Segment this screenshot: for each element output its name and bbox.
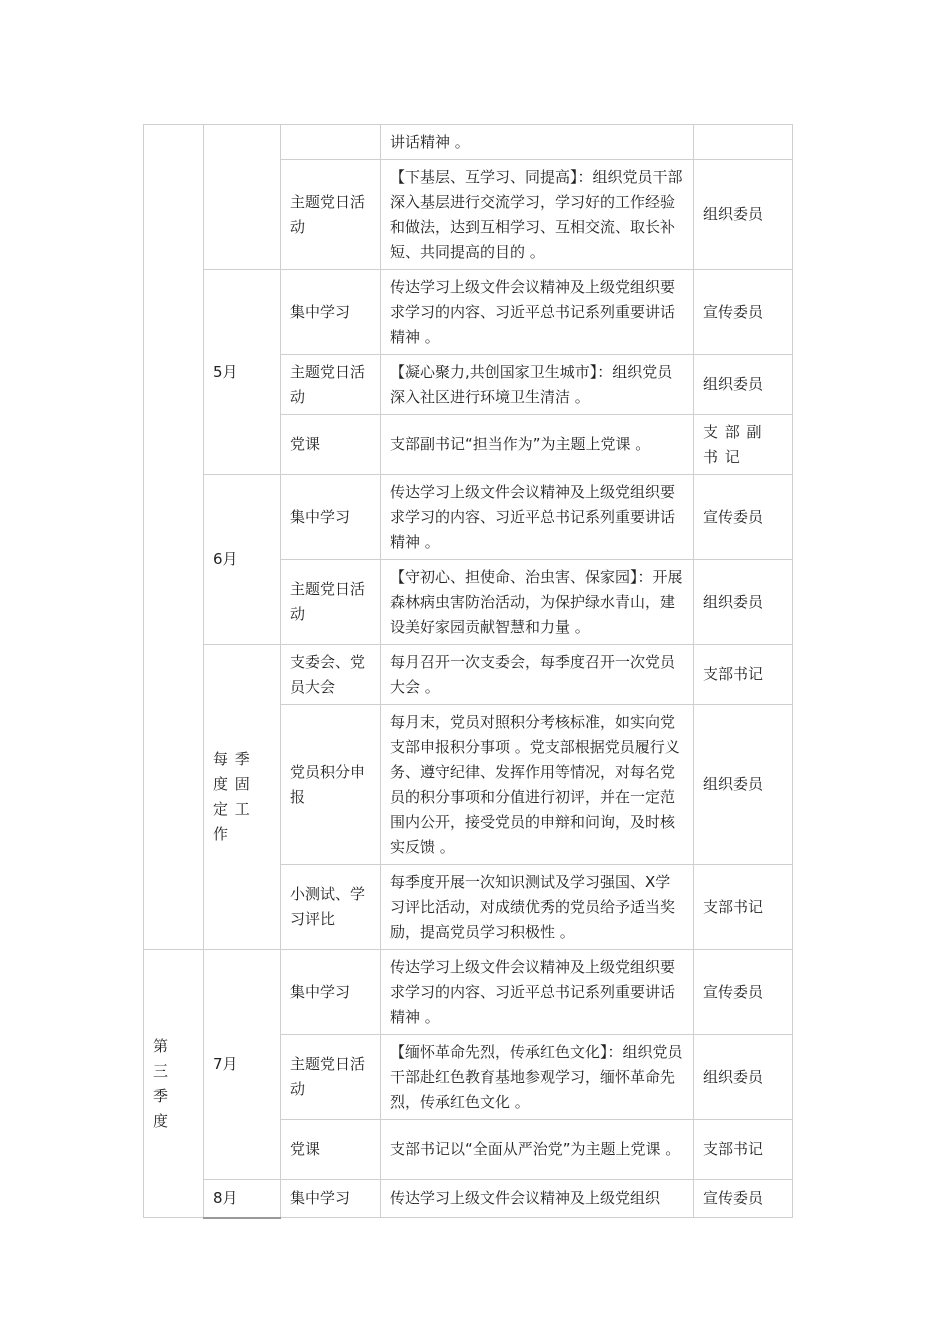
table-row — [144, 475, 793, 560]
table-row — [144, 270, 793, 355]
table-row — [144, 645, 793, 705]
month-cell: 7月 — [204, 950, 281, 1180]
responsible-person-cell: 组织委员 — [694, 160, 793, 270]
activity-content-cell: 每季度开展一次知识测试及学习强国、X学习评比活动，对成绩优秀的党员给予适当奖励，提高党员学习积极性 。 — [381, 865, 694, 950]
activity-type-cell: 集中学习 — [281, 270, 381, 355]
month-cell: 5月 — [204, 270, 281, 475]
quarter-cell — [144, 125, 204, 950]
activity-content-cell: 【下基层、互学习、同提高】：组织党员干部深入基层进行交流学习，学习好的工作经验和做法，达到互相学习、互相交流、取长补短、共同提高的目的 。 — [381, 160, 694, 270]
activity-type-cell — [281, 125, 381, 160]
activity-content-cell: 【凝心聚力,共创国家卫生城市】：组织党员深入社区进行环境卫生清洁 。 — [381, 355, 694, 415]
responsible-person-cell: 宣传委员 — [694, 950, 793, 1035]
table-row — [144, 950, 793, 1035]
activity-type-cell: 党课 — [281, 1120, 381, 1180]
responsible-person-cell: 支部书记 — [694, 645, 793, 705]
activity-content-cell: 【缅怀革命先烈，传承红色文化】：组织党员干部赴红色教育基地参观学习，缅怀革命先烈，传承红色文化 。 — [381, 1035, 694, 1120]
activity-type-cell: 主题党日活动 — [281, 160, 381, 270]
month-cell: 8月 — [204, 1180, 281, 1218]
responsible-person-cell — [694, 125, 793, 160]
activity-type-cell: 主题党日活动 — [281, 560, 381, 645]
month-cell: 6月 — [204, 475, 281, 645]
activity-type-cell: 集中学习 — [281, 950, 381, 1035]
activity-type-cell: 小测试、学习评比 — [281, 865, 381, 950]
month-cell: 每季度固定工作 — [204, 645, 281, 950]
responsible-person-cell: 组织委员 — [694, 705, 793, 865]
activity-content-cell: 每月末，党员对照积分考核标准，如实向党支部申报积分事项 。党支部根据党员履行义务、遵守纪律、发挥作用等情况，对每名党员的积分事项和分值进行初评，并在一定范围内公开，接受党员的申辩和问询，及时核实反馈 。 — [381, 705, 694, 865]
activity-type-cell: 党课 — [281, 415, 381, 475]
responsible-person-cell: 组织委员 — [694, 560, 793, 645]
activity-type-cell: 主题党日活动 — [281, 1035, 381, 1120]
activity-type-cell: 主题党日活动 — [281, 355, 381, 415]
responsible-person-cell: 支部副书记 — [694, 415, 793, 475]
responsible-person-cell: 宣传委员 — [694, 475, 793, 560]
activity-type-cell: 集中学习 — [281, 475, 381, 560]
table-row — [144, 1180, 793, 1218]
activity-content-cell: 支部书记以“全面从严治党”为主题上党课 。 — [381, 1120, 694, 1180]
responsible-person-cell: 组织委员 — [694, 355, 793, 415]
table-row — [144, 125, 793, 160]
activity-type-cell: 支委会、党员大会 — [281, 645, 381, 705]
month-cell — [204, 125, 281, 270]
activity-content-cell: 传达学习上级文件会议精神及上级党组织 — [381, 1180, 694, 1218]
activity-content-cell: 支部副书记“担当作为”为主题上党课 。 — [381, 415, 694, 475]
responsible-person-cell: 宣传委员 — [694, 270, 793, 355]
activity-type-cell: 集中学习 — [281, 1180, 381, 1218]
responsible-person-cell: 组织委员 — [694, 1035, 793, 1120]
quarter-cell: 第三季度 — [144, 950, 204, 1218]
party-activity-schedule-table — [143, 124, 793, 1219]
activity-content-cell: 传达学习上级文件会议精神及上级党组织要求学习的内容、习近平总书记系列重要讲话精神 。 — [381, 270, 694, 355]
activity-content-cell: 传达学习上级文件会议精神及上级党组织要求学习的内容、习近平总书记系列重要讲话精神 。 — [381, 950, 694, 1035]
activity-content-cell: 讲话精神 。 — [381, 125, 694, 160]
responsible-person-cell: 支部书记 — [694, 1120, 793, 1180]
responsible-person-cell: 支部书记 — [694, 865, 793, 950]
responsible-person-cell: 宣传委员 — [694, 1180, 793, 1218]
activity-type-cell: 党员积分申报 — [281, 705, 381, 865]
activity-content-cell: 【守初心、担使命、治虫害、保家园】：开展森林病虫害防治活动，为保护绿水青山，建设美好家园贡献智慧和力量 。 — [381, 560, 694, 645]
activity-content-cell: 每月召开一次支委会，每季度召开一次党员大会 。 — [381, 645, 694, 705]
activity-content-cell: 传达学习上级文件会议精神及上级党组织要求学习的内容、习近平总书记系列重要讲话精神 。 — [381, 475, 694, 560]
